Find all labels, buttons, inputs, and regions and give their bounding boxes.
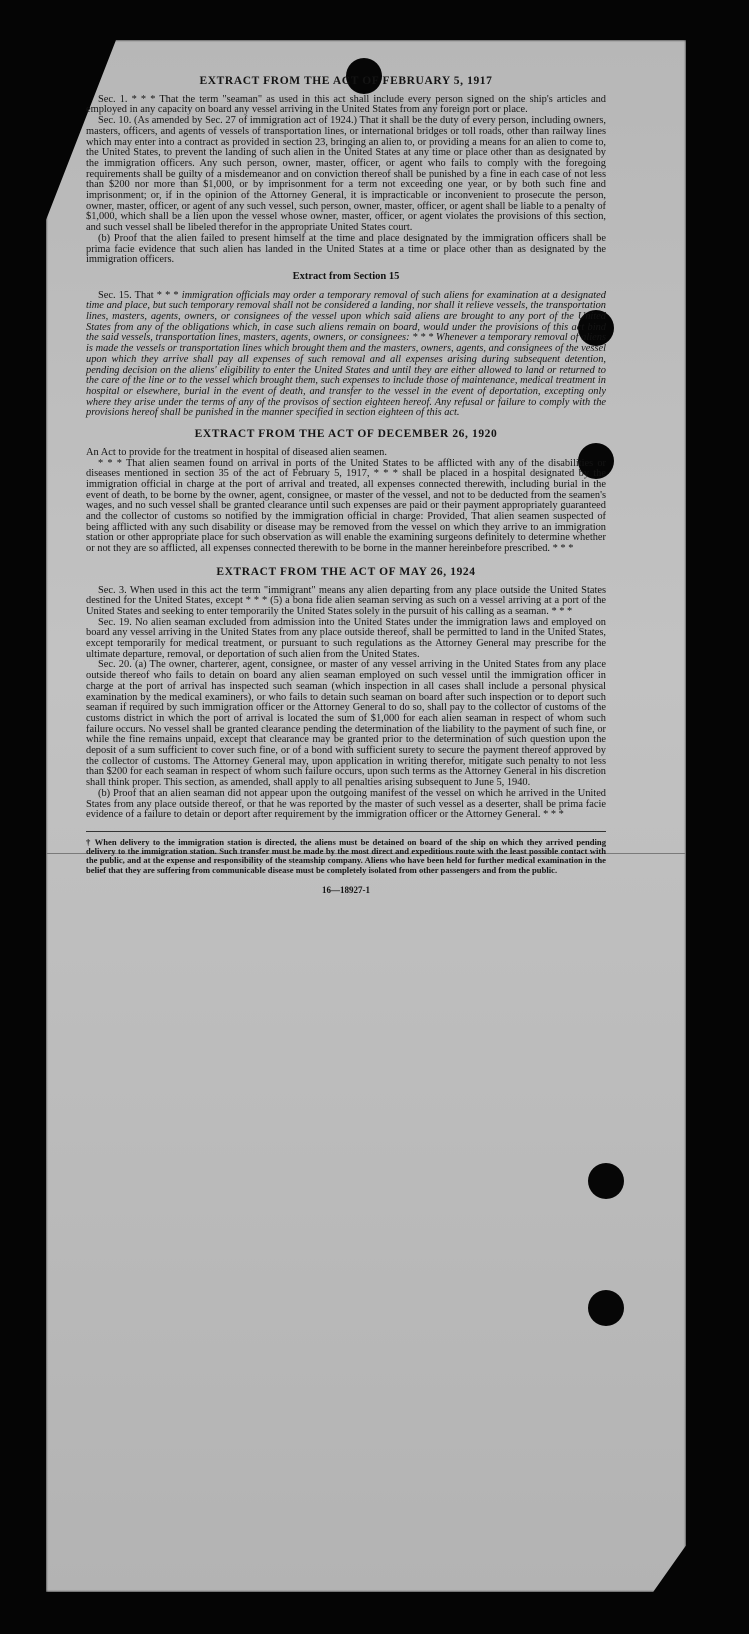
sec15-title: Extract from Section 15 <box>292 270 400 282</box>
sec1-paragraph: Sec. 1. * * * That the term "seaman" as used in this act shall include every person signed on the ship's articles and employed in any capacity on board any vessel arriving in the United States from any foreign port or place. <box>86 93 606 116</box>
sec20a-paragraph: Sec. 20. (a) The owner, charterer, agent, consignee, or master of any vessel arriving in the United States from any place outside thereof who fails to detain on board any alien seaman employed on such vessel until the immigration officer in charge at the port of arrival has inspected such seaman (which inspection in all cases shall include a personal physical examination by the medical examiners), or who fails to detain such seaman on board after such inspection or to deport such seaman if required by such immigration officer or the Attorney General to do so, shall pay to the collector of customs of the customs district in which the port of arrival is located the sum of $1,000 for each alien seaman in respect of whom such failure occurs. No vessel shall be granted clearance pending the determination of the liability to the payment of such fine, or while the fine remains unpaid, except that clearance may be granted prior to the determination of such question upon the deposit of a sum sufficient to cover such fine, or of a bond with sufficient surety to secure the payment thereof approved by the collector of customs. The Attorney General may, upon application in writing therefor, mitigate such penalty to not less than $200 for each seaman in respect of whom such failure occurs, upon such terms as the Attorney General in his discretion shall think proper. This section, as amended, shall apply to all penalties arising subsequent to June 5, 1940. <box>86 659 606 789</box>
footnote: † When delivery to the immigration station is directed, the aliens must be detained on board of the ship on which they arrived pending delivery to the immigration station. Such transfer must be made by the most direct and expeditious route with the least possible contact with the public, and at the expense and responsibility of the steamship company. Aliens who have been held for further medical examination in the belief that they are suffering from communicable disease must be completely isolated from other passengers and from the public. <box>86 831 606 875</box>
act1924-title: EXTRACT FROM THE ACT OF MAY 26, 1924 <box>216 565 476 578</box>
header-title: EXTRACT FROM THE ACT OF FEBRUARY 5, 1917 <box>199 75 493 87</box>
sec19-paragraph: Sec. 19. No alien seaman excluded from admission into the United States under the immigration laws and employed on board any vessel arriving in the United States from any place outside thereof, shall be permitted to land in the United States, except temporarily for medical treatment, or pursuant to such regulations as the Attorney General may prescribe for the ultimate departure, removal, or deportation of such alien from the United States. <box>86 616 606 660</box>
punch-hole <box>588 1290 624 1326</box>
punch-hole <box>588 1163 624 1199</box>
form-code: 16—18927-1 <box>322 884 370 895</box>
sec15-paragraph <box>86 291 606 419</box>
act1920-paragraph: * * * That alien seamen found on arrival in ports of the United States to be afflicted with any of the disabilities or diseases mentioned in section 35 of the act of February 5, 1917, * * * shall be placed in a hospital designated by the immigration official in charge at the port of arrival and treated, all expenses connected therewith, including burial in the event of death, to be borne by the owner, agent, consignee, or master of the vessel, and not to be deducted from the seamen's wages, and no such vessel shall be granted clearance until such expenses are paid or their payment appropriately guaranteed and the collector of customs so notified by the immigration official in charge: Provided, That alien seamen suspected of being afflicted with any such disability or disease may be removed from the vessel on which they arrive to an immigration station or other appropriate place for such observation as will enable the examining surgeons definitely to determine whether or not they are so afflicted, all expenses connected therewith to be borne in the manner hereinbefore prescribed. * * * <box>86 457 606 555</box>
sec15-lead: Sec. 15. That * * * <box>98 289 179 301</box>
sec20b-paragraph: (b) Proof that an alien seaman did not appear upon the outgoing manifest of the vessel on which he arrived in the United States from any place outside thereof, or that he was reported by the master of such vessel as a deserter, shall be prima facie evidence of a failure to detain or deport after requirement by the immigration officer or the Attorney General. * * * <box>86 787 606 821</box>
document-text <box>86 72 606 896</box>
sec10b-paragraph: (b) Proof that the alien failed to present himself at the time and place designated by the immigration officers shall be prima facie evidence that such alien has landed in the United States at a time or place other than as designated by the immigration officers. <box>86 232 606 266</box>
act1920-title: EXTRACT FROM THE ACT OF DECEMBER 26, 1920 <box>194 428 498 441</box>
sec15-body: immigration officials may order a temporary removal of such aliens for examination at a designated time and place, but such temporary removal shall not be considered a landing, nor shall it relieve vessels, the transportation lines, masters, agents, owners, or consignees of the vessel upon which said aliens are brought to any port of the United States from any of the obligations which, in case such aliens remain on board, would under the provisions of this act bind the said vessels, transportation lines, masters, agents, owners, or consignees: * * * Whenever a temporary removal of aliens is made the vessels or transportation lines which brought them and the masters, owners, agents, and consignees of the vessel upon which they arrive shall pay all expenses of such removal and all expenses arising during subsequent detention, pending decision on the aliens' eligibility to enter the United States and until they are either allowed to land or returned to the care of the line or to the vessel which brought them, such expenses to include those of maintenance, medical treatment in hospital or elsewhere, burial in the event of death, and transfer to the vessel in the event of deportation, excepting only where they arise under the terms of any of the provisos of section eighteen hereof. Any refusal or failure to comply with the provisions hereof shall be punished in the manner specified in section eighteen of this act. <box>86 289 606 419</box>
sec10-paragraph: Sec. 10. (As amended by Sec. 27 of immigration act of 1924.) That it shall be the duty of every person, including owners, masters, officers, and agents of vessels of transportation lines, or international bridges or toll roads, other than railway lines which may enter into a contract as provided in section 23, bringing an alien to, or providing a means for an alien to come to, the United States, to prevent the landing of such alien in the United States at any time or place other than as designated by the immigration officers. Any such person, owner, master, officer, or agent who fails to comply with the foregoing requirements shall be guilty of a misdemeanor and on conviction thereof shall be punished by a fine in each case of not less than $200 nor more than $1,000, or by imprisonment for a term not exceeding one year, or by both such fine and imprisonment; or, if in the opinion of the Attorney General, it is impracticable or inconvenient to prosecute the person, owner, master, officer, or agent of any such vessel, such person, owner, master, officer, or agent shall be liable to a penalty of $1,000, which shall be a lien upon the vessel whose owner, master, officer, or agent violates the provisions of this section, and such vessel shall be libeled therefor in the appropriate United States court. <box>86 115 606 234</box>
sec3-paragraph: Sec. 3. When used in this act the term "immigrant" means any alien departing from any place outside the United States destined for the United States, except * * * (5) a bona fide alien seaman serving as such on a vessel arriving at a port of the United States and seeking to enter temporarily the United States solely in the pursuit of his calling as a seaman. * * * <box>86 584 606 617</box>
act1920-intro: An Act to provide for the treatment in hospital of diseased alien seamen. <box>86 446 387 458</box>
